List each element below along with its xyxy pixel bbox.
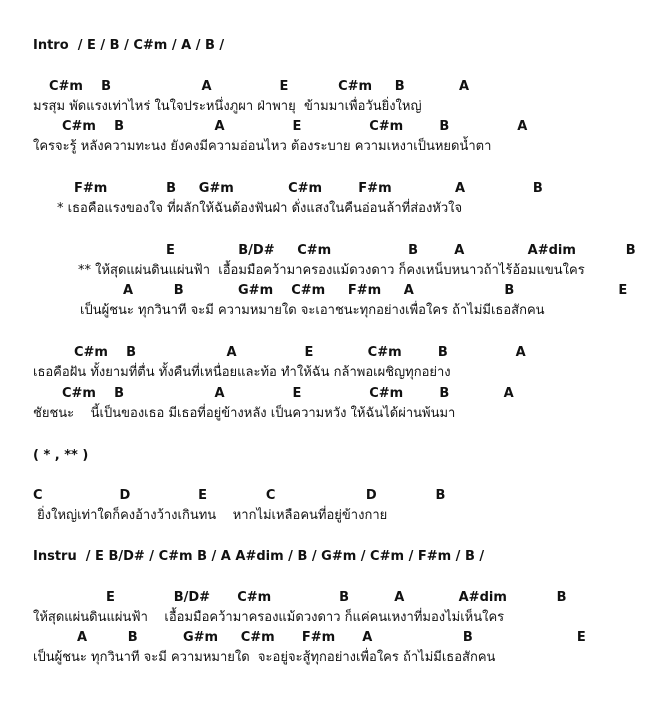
verse2-chords-2: C#m B A E C#m B A xyxy=(62,386,514,401)
chorus-lyrics-2: เป็นผู้ชนะ ทุกวินาที จะมี ความหมายใด จะเอาชนะทุกอย่างเพื่อใคร ถ้าไม่มีเธอสักคน xyxy=(80,303,545,318)
verse2-lyrics-2: ชัยชนะ นี้เป็นของเธอ มีเธอที่อยู่ข้างหลัง เป็นความหวัง ให้ฉันได้ผ่านพ้นมา xyxy=(33,406,456,421)
verse1-chords-1: C#m B A E C#m B A xyxy=(49,79,470,94)
final-lyrics-2: เป็นผู้ชนะ ทุกวินาที จะมี ความหมายใด จะอยู่จะสู้ทุกอย่างเพื่อใคร ถ้าไม่มีเธอสักคน xyxy=(33,650,496,665)
verse2-chords-1: C#m B A E C#m B A xyxy=(74,345,526,360)
bridge-chords: C D E C D B xyxy=(33,488,446,503)
verse1-lyrics-1: มรสุม พัดแรงเท่าไหร่ ในใจประหนึ่งภูผา ฝ่าพายุ ข้ามมาเพื่อวันยิ่งใหญ่ xyxy=(33,99,422,114)
chorus-chords-1: E B/D# C#m B A A#dim B xyxy=(166,243,636,258)
chorus-lyrics-1: ** ให้สุดแผ่นดินแผ่นฟ้า เอื้อมมือคว้ามาครองแม้ดวงดาว ก็คงเหน็บหนาวถ้าไร้อ้อมแขนใคร xyxy=(78,263,585,278)
bridge-lyrics: ยิ่งใหญ่เท่าใดก็คงอ้างว้างเกินทน หากไม่เหลือคนที่อยู่ข้างกาย xyxy=(33,508,388,523)
final-chords-1: E B/D# C#m B A A#dim B xyxy=(106,590,567,605)
final-chords-2: A B G#m C#m F#m A B E xyxy=(77,630,586,645)
verse2-lyrics-1: เธอคือฝัน ทั้งยามที่ตื่น ทั้งคืนที่เหนื่อยและท้อ ทำให้ฉัน กล้าพอเผชิญทุกอย่าง xyxy=(33,365,451,380)
verse1-chords-2: C#m B A E C#m B A xyxy=(62,119,528,134)
prechorus-lyrics: * เธอคือแรงของใจ ที่ผลักให้ฉันต้องฟันฝ่า ดั่งแสงในคืนอ่อนล้าที่ส่องหัวใจ xyxy=(57,201,463,216)
verse1-lyrics-2: ใครจะรู้ หลังความทะนง ยังคงมีความอ่อนไหว ต้องระบาย ความเหงาเป็นหยดน้ำตา xyxy=(33,139,492,154)
final-lyrics-1: ให้สุดแผ่นดินแผ่นฟ้า เอื้อมมือคว้ามาครองแม้ดวงดาว ก็แค่คนเหงาที่มองไม่เห็นใคร xyxy=(33,610,505,625)
repeat-marker: ( * , ** ) xyxy=(33,448,89,463)
prechorus-chords: F#m B G#m C#m F#m A B xyxy=(74,181,543,196)
instru-line: Instru / E B/D# / C#m B / A A#dim / B / G#m / C#m / F#m / B / xyxy=(33,549,485,564)
chorus-chords-2: A B G#m C#m F#m A B E xyxy=(123,283,628,298)
intro-line: Intro / E / B / C#m / A / B / xyxy=(33,38,225,53)
